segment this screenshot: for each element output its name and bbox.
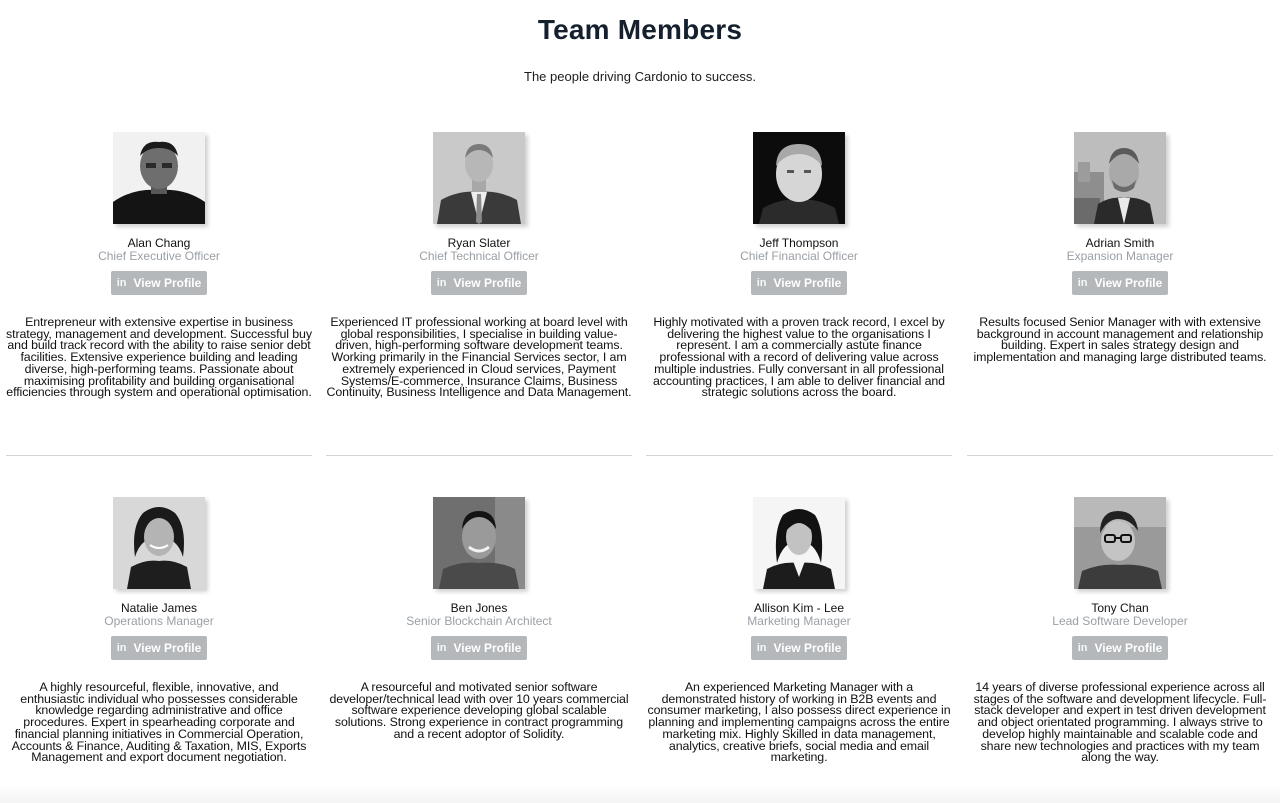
- member-bio: A resourceful and motivated senior software developer/technical lead with over 10 years commercial software experience developing global scalable solutions. Strong experience in contract programming and a recent adoptor of Solidity.: [329, 680, 629, 741]
- member-photo: [113, 497, 205, 589]
- view-profile-label: View Profile: [133, 641, 202, 655]
- member-role: Expansion Manager: [1066, 249, 1174, 263]
- linkedin-icon: in: [436, 642, 447, 654]
- view-profile-label: View Profile: [773, 641, 842, 655]
- linkedin-icon: in: [116, 277, 127, 289]
- view-profile-button[interactable]: [431, 636, 527, 660]
- member-bio: Highly motivated with a proven track record, I excel by delivering the highest value to the organisations I represent. I am a commercially astute finance professional with a record of delivering value across multiple industries. Fully conversant in all professional accounting practices, I am able to deliver financial and strategic solutions across the board.: [653, 315, 945, 400]
- page-subtitle: The people driving Cardonio to success.: [524, 69, 756, 84]
- member-name: Ryan Slater: [447, 236, 511, 250]
- row-divider: [6, 455, 312, 456]
- member-photo: [1074, 497, 1166, 589]
- team-member-card: [6, 497, 312, 764]
- linkedin-icon: in: [1077, 642, 1088, 654]
- view-profile-button[interactable]: [111, 636, 207, 660]
- member-role: Chief Financial Officer: [740, 249, 858, 263]
- member-name: Adrian Smith: [1085, 236, 1155, 250]
- view-profile-button[interactable]: [431, 271, 527, 295]
- team-member-card: [967, 132, 1273, 364]
- member-bio: A highly resourceful, flexible, innovative, and enthusiastic individual who possesses considerable knowledge regarding administrative and office procedures. Expert in spearheading corporate and financial planning initiatives in Commercial Operation, Accounts & Finance, Auditing & Taxation, MIS, Exports Management and export document negotiation.: [11, 680, 307, 765]
- view-profile-label: View Profile: [773, 276, 842, 290]
- member-name: Jeff Thompson: [759, 236, 839, 250]
- member-name: Ben Jones: [450, 601, 508, 615]
- row-divider: [646, 455, 952, 456]
- member-bio: 14 years of diverse professional experience across all stages of the software and development lifecycle. Full-stack developer and expert in test driven development and object orientated programming. I always strive to develop highly maintainable and scalable code and share new technologies and practices with my team along the way.: [973, 680, 1267, 765]
- member-photo: [433, 132, 525, 224]
- team-member-card: [646, 132, 952, 399]
- member-name: Alan Chang: [127, 236, 191, 250]
- view-profile-button[interactable]: [751, 271, 847, 295]
- member-role: Chief Executive Officer: [98, 249, 220, 263]
- view-profile-button[interactable]: [751, 636, 847, 660]
- member-photo: [753, 497, 845, 589]
- row-divider: [967, 455, 1273, 456]
- member-name: Allison Kim - Lee: [753, 601, 845, 615]
- view-profile-button[interactable]: [111, 271, 207, 295]
- linkedin-icon: in: [1077, 277, 1088, 289]
- row-divider: [326, 455, 632, 456]
- view-profile-button[interactable]: [1072, 636, 1168, 660]
- team-member-card: [967, 497, 1273, 764]
- view-profile-label: View Profile: [1094, 276, 1163, 290]
- member-role: Senior Blockchain Architect: [406, 614, 552, 628]
- linkedin-icon: in: [756, 277, 767, 289]
- member-name: Tony Chan: [1091, 601, 1149, 615]
- member-bio: An experienced Marketing Manager with a demonstrated history of working in B2B events and consumer marketing, I also possess direct experience in planning and implementing campaigns across the entire marketing mix. Highly Skilled in data management, analytics, creative briefs, social media and email marketing.: [647, 680, 951, 765]
- view-profile-label: View Profile: [1094, 641, 1163, 655]
- member-role: Lead Software Developer: [1052, 614, 1188, 628]
- team-member-card: [326, 497, 632, 741]
- member-name: Natalie James: [120, 601, 198, 615]
- team-member-card: [326, 132, 632, 399]
- member-role: Operations Manager: [104, 614, 214, 628]
- member-photo: [1074, 132, 1166, 224]
- member-photo: [753, 132, 845, 224]
- member-bio: Entrepreneur with extensive expertise in business strategy, management and development. Successful buy and build track record with the ability to raise senior debt facilities. Extensive experience building and leading diverse, high-performing teams. Passionate about maximising profitability and building organisational efficiencies through system and operational optimisation.: [6, 315, 312, 400]
- view-profile-label: View Profile: [453, 641, 522, 655]
- view-profile-button[interactable]: [1072, 271, 1168, 295]
- page-bottom-edge: [0, 785, 1280, 803]
- team-member-card: [6, 132, 312, 399]
- member-bio: Results focused Senior Manager with with extensive background in account management and relationship building. Expert in sales strategy design and implementation and managing large distributed teams.: [973, 315, 1267, 365]
- member-role: Marketing Manager: [747, 614, 851, 628]
- member-photo: [113, 132, 205, 224]
- view-profile-label: View Profile: [133, 276, 202, 290]
- team-member-card: [646, 497, 952, 764]
- member-bio: Experienced IT professional working at board level with global responsibilities, I specialise in building value-driven, high-performing software development teams. Working primarily in the Financial Services sector, I am extremely experienced in Cloud services, Payment Systems/E-commerce, Insurance Claims, Business Continuity, Business Intelligence and Data Management.: [326, 315, 632, 400]
- linkedin-icon: in: [756, 642, 767, 654]
- linkedin-icon: in: [436, 277, 447, 289]
- linkedin-icon: in: [116, 642, 127, 654]
- page-title: Team Members: [537, 14, 743, 45]
- member-photo: [433, 497, 525, 589]
- view-profile-label: View Profile: [453, 276, 522, 290]
- member-role: Chief Technical Officer: [419, 249, 539, 263]
